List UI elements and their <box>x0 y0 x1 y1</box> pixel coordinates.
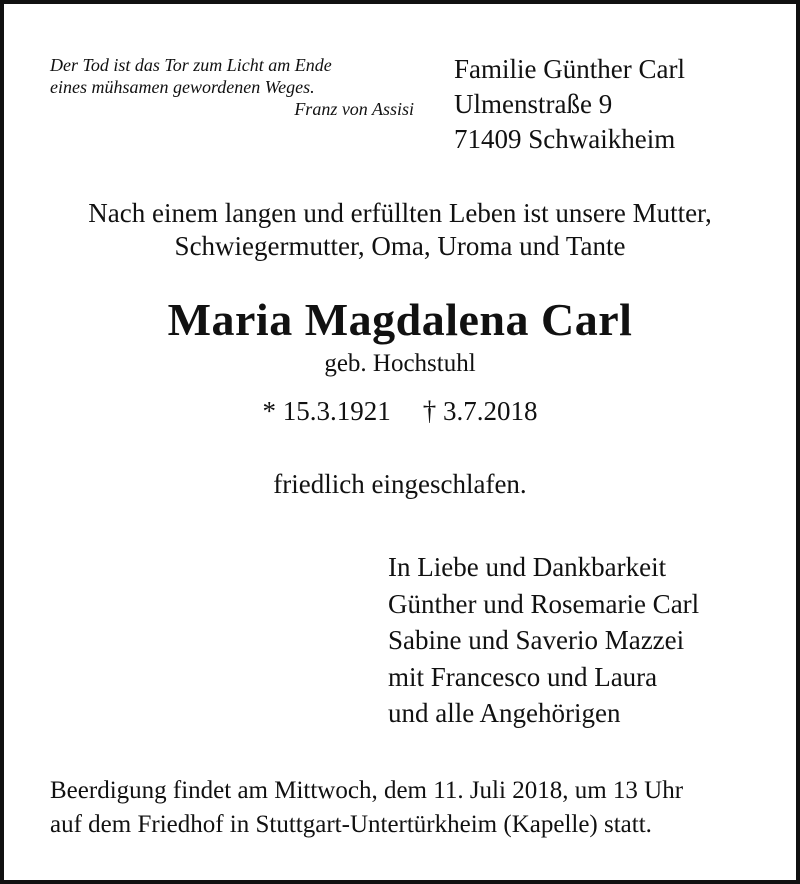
quote-line: eines mühsamen gewordenen Weges. <box>50 77 315 97</box>
address-city: 71409 Schwaikheim <box>454 124 676 154</box>
family-address <box>454 52 685 157</box>
intro-text <box>4 197 796 263</box>
mourner-line: In Liebe und Dankbarkeit <box>388 552 667 582</box>
address-street: Ulmenstraße 9 <box>454 89 613 119</box>
mourner-line: Sabine und Saverio Mazzei <box>388 625 685 655</box>
death-date: † 3.7.2018 <box>422 396 538 426</box>
quote-line: Der Tod ist das Tor zum Licht am Ende <box>50 55 332 75</box>
passing-statement: friedlich eingeschlafen. <box>273 469 527 499</box>
address-family-name: Familie Günther Carl <box>454 54 685 84</box>
life-dates <box>4 394 796 428</box>
deceased-name: Maria Magdalena Carl <box>167 294 633 345</box>
quote-author: Franz von Assisi <box>294 99 414 119</box>
epitaph-quote <box>50 54 422 120</box>
birth-date: * 15.3.1921 <box>262 396 391 426</box>
maiden-name: geb. Hochstuhl <box>324 350 476 377</box>
mourners-list <box>388 549 699 732</box>
intro-line: Schwiegermutter, Oma, Uroma und Tante <box>174 231 626 261</box>
mourner-line: Günther und Rosemarie Carl <box>388 588 700 619</box>
intro-line: Nach einem langen und erfüllten Leben ist unsere Mutter, <box>88 198 712 228</box>
funeral-line: auf dem Friedhof in Stuttgart-Untertürkheim (Kapelle) statt. <box>50 811 652 838</box>
funeral-announcement <box>50 774 770 842</box>
mourner-line: mit Francesco und Laura <box>388 661 658 692</box>
funeral-line: Beerdigung findet am Mittwoch, dem 11. Juli 2018, um 13 Uhr <box>50 777 684 804</box>
mourner-line: und alle Angehörigen <box>388 698 621 728</box>
